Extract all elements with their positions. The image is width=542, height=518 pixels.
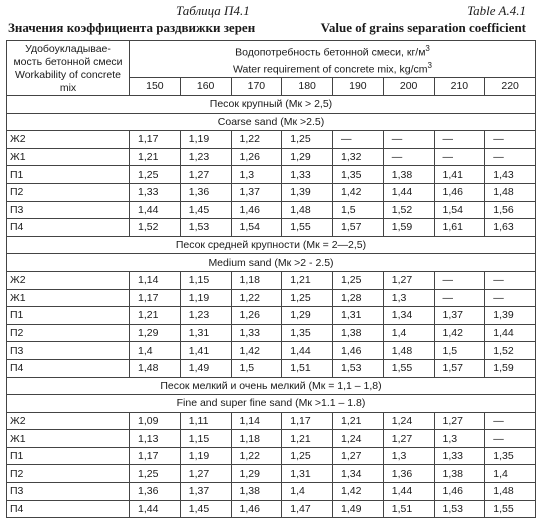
coefficient-cell: 1,34 [333, 465, 384, 483]
coefficient-cell: 1,25 [282, 131, 333, 149]
water-requirement-header [130, 41, 536, 78]
coefficient-cell: 1,47 [282, 500, 333, 518]
coefficient-cell: 1,27 [180, 465, 231, 483]
coefficient-cell: 1,44 [383, 183, 434, 201]
coefficient-cell: 1,45 [180, 500, 231, 518]
coefficient-cell: 1,35 [282, 324, 333, 342]
workability-grade: П4 [7, 359, 130, 377]
workability-grade: П1 [7, 166, 130, 184]
coefficient-cell: 1,25 [282, 447, 333, 465]
coefficient-cell: — [383, 148, 434, 166]
coefficient-cell: 1,09 [130, 412, 181, 430]
coefficient-cell: 1,5 [231, 359, 282, 377]
workability-grade: Ж1 [7, 148, 130, 166]
coefficient-cell: 1,27 [333, 447, 384, 465]
coefficient-cell: 1,18 [231, 430, 282, 448]
coefficient-cell: 1,4 [130, 342, 181, 360]
coefficient-cell: 1,29 [130, 324, 181, 342]
table-number-en: Table A.4.1 [467, 3, 526, 18]
coefficient-cell: 1,37 [231, 183, 282, 201]
section-title-row [7, 113, 536, 131]
coefficient-cell: 1,26 [231, 148, 282, 166]
coefficient-cell: 1,19 [180, 447, 231, 465]
table-row [7, 465, 536, 483]
coefficient-cell: 1,46 [333, 342, 384, 360]
coefficient-cell: 1,5 [434, 342, 485, 360]
coefficient-cell: 1,36 [130, 483, 181, 501]
section-title-ru: Песок мелкий и очень мелкий (Мк = 1,1 – 1,8) [7, 377, 536, 395]
workability-header-en-1: Workability of concrete [14, 69, 121, 81]
coefficient-cell: 1,27 [180, 166, 231, 184]
coefficient-cell: 1,14 [231, 412, 282, 430]
coefficient-cell: 1,55 [485, 500, 536, 518]
coefficient-cell: 1,38 [333, 324, 384, 342]
coefficient-cell: — [485, 289, 536, 307]
table-row [7, 483, 536, 501]
coefficient-cell: — [485, 412, 536, 430]
coefficient-cell: 1,53 [333, 359, 384, 377]
section-title-ru: Песок средней крупности (Мк = 2—2,5) [7, 236, 536, 254]
workability-grade: П3 [7, 342, 130, 360]
workability-header-ru-2: мость бетонной смеси [13, 56, 123, 68]
table-row [7, 412, 536, 430]
water-header-ru: Водопотребность бетонной смеси, кг/м [235, 46, 426, 59]
coefficient-cell: 1,43 [485, 166, 536, 184]
coefficient-cell: 1,54 [231, 219, 282, 237]
coefficient-cell: 1,53 [434, 500, 485, 518]
coefficient-cell: 1,17 [282, 412, 333, 430]
coefficient-cell: 1,54 [434, 201, 485, 219]
coefficient-cell: 1,22 [231, 289, 282, 307]
table-row [7, 307, 536, 325]
coefficient-cell: 1,42 [434, 324, 485, 342]
coefficient-cell: 1,48 [485, 183, 536, 201]
coefficient-cell: 1,33 [130, 183, 181, 201]
coefficient-cell: 1,48 [383, 342, 434, 360]
coefficient-cell: 1,46 [231, 201, 282, 219]
coefficient-cell: 1,15 [180, 271, 231, 289]
coefficient-cell: 1,29 [282, 148, 333, 166]
column-header-190: 190 [333, 78, 384, 96]
coefficient-cell: 1,18 [231, 271, 282, 289]
coefficient-cell: 1,29 [282, 307, 333, 325]
workability-grade: Ж2 [7, 412, 130, 430]
coefficient-cell: 1,15 [180, 430, 231, 448]
coefficient-cell: 1,4 [485, 465, 536, 483]
water-header-en: Water requirement of concrete mix, kg/cm [233, 63, 428, 76]
coefficient-cell: 1,27 [434, 412, 485, 430]
coefficient-cell: 1,44 [282, 342, 333, 360]
coefficient-cell: 1,32 [333, 148, 384, 166]
coefficient-cell: 1,63 [485, 219, 536, 237]
coefficient-cell: 1,33 [282, 166, 333, 184]
coefficient-cell: 1,14 [130, 271, 181, 289]
coefficient-cell: 1,48 [485, 483, 536, 501]
coefficient-cell: 1,4 [383, 324, 434, 342]
coefficient-cell: 1,25 [130, 465, 181, 483]
coefficient-cell: 1,55 [282, 219, 333, 237]
workability-grade: П3 [7, 201, 130, 219]
coefficient-cell: 1,57 [434, 359, 485, 377]
column-header-200: 200 [383, 78, 434, 96]
coefficient-cell: 1,34 [383, 307, 434, 325]
table-row [7, 219, 536, 237]
coefficient-cell: 1,31 [333, 307, 384, 325]
coefficient-cell: 1,57 [333, 219, 384, 237]
coefficient-cell: 1,38 [231, 483, 282, 501]
coefficient-cell: 1,48 [282, 201, 333, 219]
table-row [7, 500, 536, 518]
table-body [7, 96, 536, 518]
coefficient-cell: 1,51 [282, 359, 333, 377]
coefficient-cell: 1,44 [130, 201, 181, 219]
coefficient-cell: 1,35 [485, 447, 536, 465]
coefficient-cell: 1,56 [485, 201, 536, 219]
water-header-en-sup: 3 [427, 61, 432, 71]
coefficient-cell: 1,38 [434, 465, 485, 483]
workability-grade: Ж2 [7, 271, 130, 289]
coefficient-cell: 1,49 [180, 359, 231, 377]
coefficient-cell: 1,39 [485, 307, 536, 325]
coefficient-cell: 1,37 [180, 483, 231, 501]
coefficient-cell: 1,27 [383, 271, 434, 289]
coefficient-cell: 1,59 [383, 219, 434, 237]
coefficient-cell: 1,21 [130, 148, 181, 166]
workability-grade: П1 [7, 307, 130, 325]
table-number-ru: Таблица П4.1 [176, 3, 250, 18]
coefficient-cell: 1,17 [130, 447, 181, 465]
coefficient-cell: — [333, 131, 384, 149]
workability-header-en-2: mix [59, 82, 77, 94]
coefficient-cell: 1,52 [130, 219, 181, 237]
workability-header-ru-1: Удобоукладывае- [25, 43, 111, 55]
workability-grade: Ж2 [7, 131, 130, 149]
column-header-180: 180 [282, 78, 333, 96]
coefficient-cell: — [485, 131, 536, 149]
coefficient-cell: 1,3 [231, 166, 282, 184]
coefficient-cell: 1,19 [180, 131, 231, 149]
coefficient-cell: 1,38 [383, 166, 434, 184]
coefficient-cell: 1,22 [231, 131, 282, 149]
table-row [7, 166, 536, 184]
workability-grade: П3 [7, 483, 130, 501]
coefficient-cell: 1,51 [383, 500, 434, 518]
coefficient-cell: 1,25 [282, 289, 333, 307]
coefficient-cell: 1,35 [333, 166, 384, 184]
coefficient-cell: 1,21 [130, 307, 181, 325]
workability-grade: П2 [7, 183, 130, 201]
workability-grade: Ж1 [7, 430, 130, 448]
coefficient-cell: 1,46 [434, 183, 485, 201]
coefficient-cell: 1,39 [282, 183, 333, 201]
section-title-row [7, 254, 536, 272]
coefficient-table [6, 40, 536, 518]
table-row [7, 148, 536, 166]
column-header-220: 220 [485, 78, 536, 96]
table-row [7, 324, 536, 342]
table-row [7, 447, 536, 465]
coefficient-cell: 1,41 [434, 166, 485, 184]
coefficient-cell: 1,55 [383, 359, 434, 377]
coefficient-cell: 1,29 [231, 465, 282, 483]
workability-grade: П4 [7, 219, 130, 237]
coefficient-cell: 1,21 [282, 271, 333, 289]
table-row [7, 131, 536, 149]
coefficient-cell: 1,5 [333, 201, 384, 219]
table-row [7, 183, 536, 201]
column-header-160: 160 [180, 78, 231, 96]
coefficient-cell: 1,25 [333, 271, 384, 289]
coefficient-cell: — [485, 148, 536, 166]
coefficient-cell: 1,37 [434, 307, 485, 325]
coefficient-cell: 1,44 [485, 324, 536, 342]
coefficient-cell: 1,13 [130, 430, 181, 448]
coefficient-cell: 1,31 [282, 465, 333, 483]
coefficient-cell: 1,42 [333, 183, 384, 201]
coefficient-cell: 1,3 [383, 289, 434, 307]
coefficient-cell: 1,26 [231, 307, 282, 325]
coefficient-cell: 1,3 [434, 430, 485, 448]
section-title-row [7, 377, 536, 395]
coefficient-cell: 1,23 [180, 148, 231, 166]
coefficient-cell: — [434, 271, 485, 289]
table-row [7, 359, 536, 377]
coefficient-cell: 1,28 [333, 289, 384, 307]
table-row [7, 342, 536, 360]
coefficient-cell: 1,36 [383, 465, 434, 483]
coefficient-cell: — [485, 271, 536, 289]
coefficient-cell: 1,61 [434, 219, 485, 237]
column-header-170: 170 [231, 78, 282, 96]
coefficient-cell: 1,33 [434, 447, 485, 465]
coefficient-cell: 1,48 [130, 359, 181, 377]
page-header [0, 0, 542, 40]
table-title-en: Value of grains separation coefficient [320, 20, 526, 35]
coefficient-cell: 1,21 [333, 412, 384, 430]
coefficient-cell: — [434, 131, 485, 149]
coefficient-cell: 1,46 [434, 483, 485, 501]
coefficient-cell: 1,52 [485, 342, 536, 360]
section-title-en: Medium sand (Мк >2 - 2.5) [7, 254, 536, 272]
coefficient-cell: 1,44 [383, 483, 434, 501]
section-title-row [7, 96, 536, 114]
coefficient-cell: 1,19 [180, 289, 231, 307]
coefficient-cell: 1,42 [333, 483, 384, 501]
workability-grade: П1 [7, 447, 130, 465]
table-row [7, 201, 536, 219]
section-title-en: Coarse sand (Мк >2.5) [7, 113, 536, 131]
workability-grade: П2 [7, 465, 130, 483]
coefficient-cell: 1,22 [231, 447, 282, 465]
coefficient-cell: 1,11 [180, 412, 231, 430]
coefficient-cell: 1,31 [180, 324, 231, 342]
workability-header [7, 41, 130, 96]
coefficient-cell: 1,49 [333, 500, 384, 518]
coefficient-cell: 1,33 [231, 324, 282, 342]
coefficient-cell: 1,17 [130, 131, 181, 149]
coefficient-cell: 1,36 [180, 183, 231, 201]
section-title-en: Fine and super fine sand (Мк >1.1 – 1.8) [7, 395, 536, 413]
coefficient-cell: 1,41 [180, 342, 231, 360]
coefficient-cell: 1,42 [231, 342, 282, 360]
coefficient-cell: — [434, 148, 485, 166]
workability-grade: П2 [7, 324, 130, 342]
coefficient-cell: 1,24 [333, 430, 384, 448]
coefficient-cell: 1,24 [383, 412, 434, 430]
coefficient-cell: 1,53 [180, 219, 231, 237]
coefficient-cell: 1,46 [231, 500, 282, 518]
coefficient-cell: 1,27 [383, 430, 434, 448]
section-title-ru: Песок крупный (Мк > 2,5) [7, 96, 536, 114]
coefficient-cell: 1,17 [130, 289, 181, 307]
coefficient-cell: — [434, 289, 485, 307]
workability-grade: П4 [7, 500, 130, 518]
column-header-150: 150 [130, 78, 181, 96]
coefficient-cell: 1,3 [383, 447, 434, 465]
workability-grade: Ж1 [7, 289, 130, 307]
table-title-ru: Значения коэффициента раздвижки зерен [8, 20, 256, 35]
water-header-ru-sup: 3 [425, 43, 430, 53]
coefficient-cell: 1,44 [130, 500, 181, 518]
table-row [7, 430, 536, 448]
coefficient-cell: 1,23 [180, 307, 231, 325]
coefficient-cell: 1,25 [130, 166, 181, 184]
coefficient-cell: 1,45 [180, 201, 231, 219]
section-title-row [7, 395, 536, 413]
table-row [7, 271, 536, 289]
table-row [7, 289, 536, 307]
section-title-row [7, 236, 536, 254]
column-header-210: 210 [434, 78, 485, 96]
coefficient-cell: 1,4 [282, 483, 333, 501]
coefficient-cell: 1,52 [383, 201, 434, 219]
coefficient-cell: 1,59 [485, 359, 536, 377]
coefficient-cell: 1,21 [282, 430, 333, 448]
coefficient-cell: — [383, 131, 434, 149]
coefficient-cell: — [485, 430, 536, 448]
